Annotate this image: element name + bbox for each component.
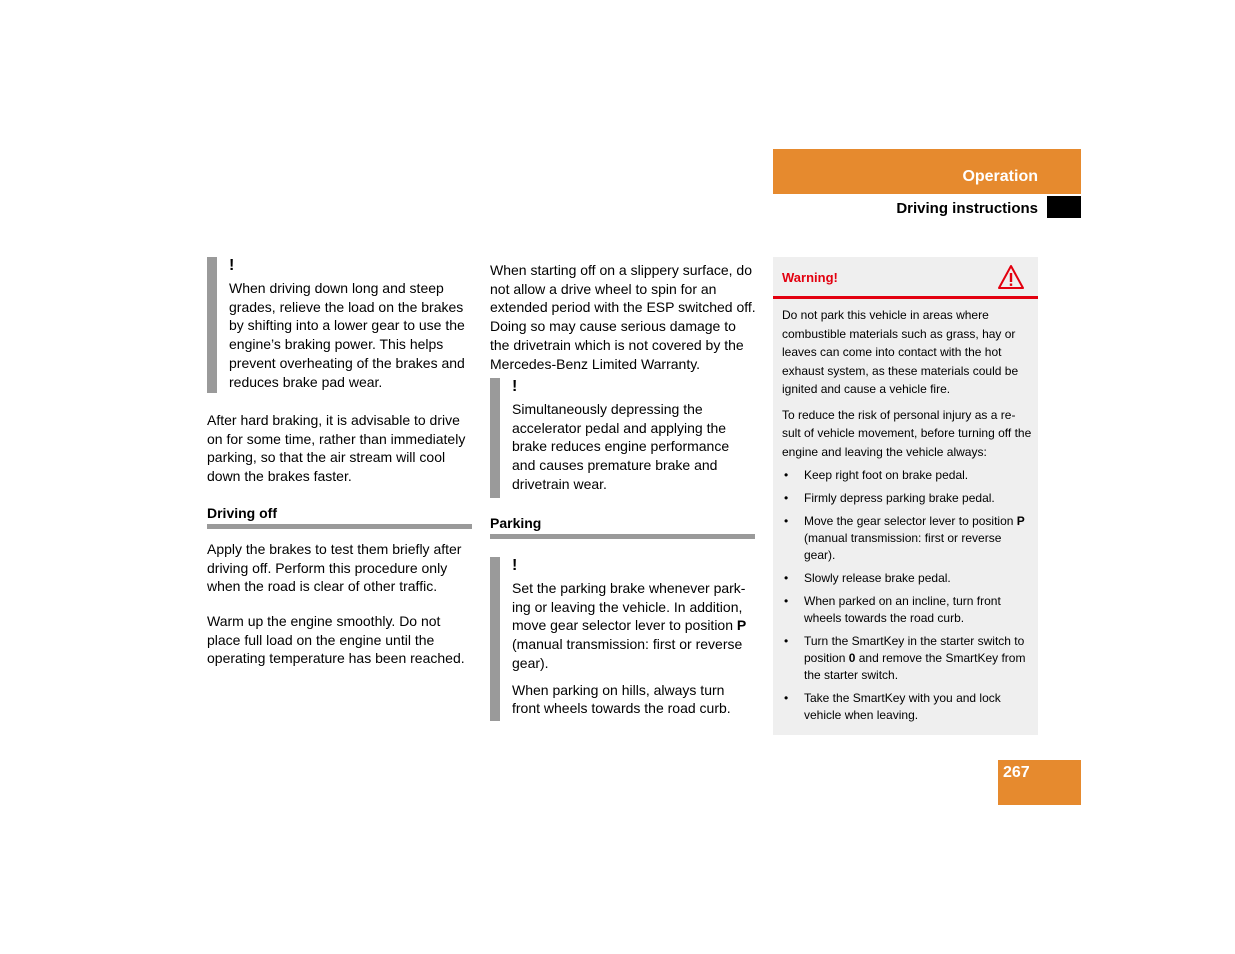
heading-driving-off: Driving off	[207, 505, 277, 521]
heading-rule	[490, 534, 755, 539]
note-parking-brake	[490, 557, 755, 721]
warning-body	[782, 306, 1032, 730]
note-text: When driving down long and steep grades, relieve the load on the brakes by shifting into a lower gear to use the engine’s braking power. This helps prevent overheating of the brakes and reduces brake pad wear.	[229, 280, 465, 390]
warning-header	[773, 257, 1038, 299]
list-item: • Firmly depress parking brake pedal.	[782, 490, 1032, 507]
list-item: • Turn the SmartKey in the starter switch to position 0 and remove the SmartKey from the starter switch.	[782, 633, 1032, 684]
page-number: 267	[1003, 764, 1030, 781]
warning-triangle-icon	[997, 264, 1025, 290]
paragraph-slippery-surface: When starting off on a slippery surface, do not allow a drive wheel to spin for an extended period with the ESP switched off. Doing so may cause serious damage to the drivetrain which is not covered by the Mercedes-Benz Limited Warranty.	[490, 262, 756, 372]
section-title: Driving instructions	[896, 200, 1038, 217]
warning-checklist	[782, 467, 1032, 724]
list-item: • Take the SmartKey with you and lock vehicle when leaving.	[782, 690, 1032, 724]
list-item: • When parked on an incline, turn front wheels towards the road curb.	[782, 593, 1032, 627]
paragraph-warm-up: Warm up the engine smoothly. Do not place full load on the engine until the operating temperature has been reached.	[207, 613, 465, 667]
list-item: • Move the gear selector lever to position P (manual transmission: first or reverse gear).	[782, 513, 1032, 564]
note-text: Simultaneously depressing the accelerator pedal and applying the brake reduces engine performance and causes premature brake and drivetrain wear.	[512, 401, 730, 492]
warning-paragraph-injury: To reduce the risk of personal injury as a re-sult of vehicle movement, before turning off the engine and leaving the vehicle always:	[782, 407, 1032, 459]
paragraph-apply-brakes: Apply the brakes to test them briefly after driving off. Perform this procedure only when the road is clear of other traffic.	[207, 541, 462, 595]
note-text-hills: When parking on hills, always turn front wheels towards the road curb.	[512, 681, 731, 717]
note-text: Set the parking brake whenever park-ing or leaving the vehicle. In addition, move gear selector lever to position P (manual transmission: first or reverse gear).	[512, 580, 747, 671]
exclamation-icon: !	[512, 378, 518, 395]
note-long-grades	[207, 257, 472, 393]
exclamation-icon: !	[229, 257, 235, 274]
list-item: • Slowly release brake pedal.	[782, 570, 1032, 587]
section-tab-marker	[1047, 196, 1081, 218]
heading-rule	[207, 524, 472, 529]
note-accelerator-brake	[490, 378, 755, 498]
heading-parking: Parking	[490, 515, 542, 531]
chapter-title: Operation	[962, 168, 1038, 185]
warning-title: Warning!	[782, 270, 838, 285]
exclamation-icon: !	[512, 557, 518, 574]
list-item: • Keep right foot on brake pedal.	[782, 467, 1032, 484]
paragraph-hard-braking: After hard braking, it is advisable to drive on for some time, rather than immediately parking, so that the air stream will cool down the brakes faster.	[207, 412, 466, 485]
warning-paragraph-fire: Do not park this vehicle in areas where combustible materials such as grass, hay or leaves can come into contact with the hot exhaust system, as these materials could be ignited and cause a vehicle fire.	[782, 308, 1019, 396]
